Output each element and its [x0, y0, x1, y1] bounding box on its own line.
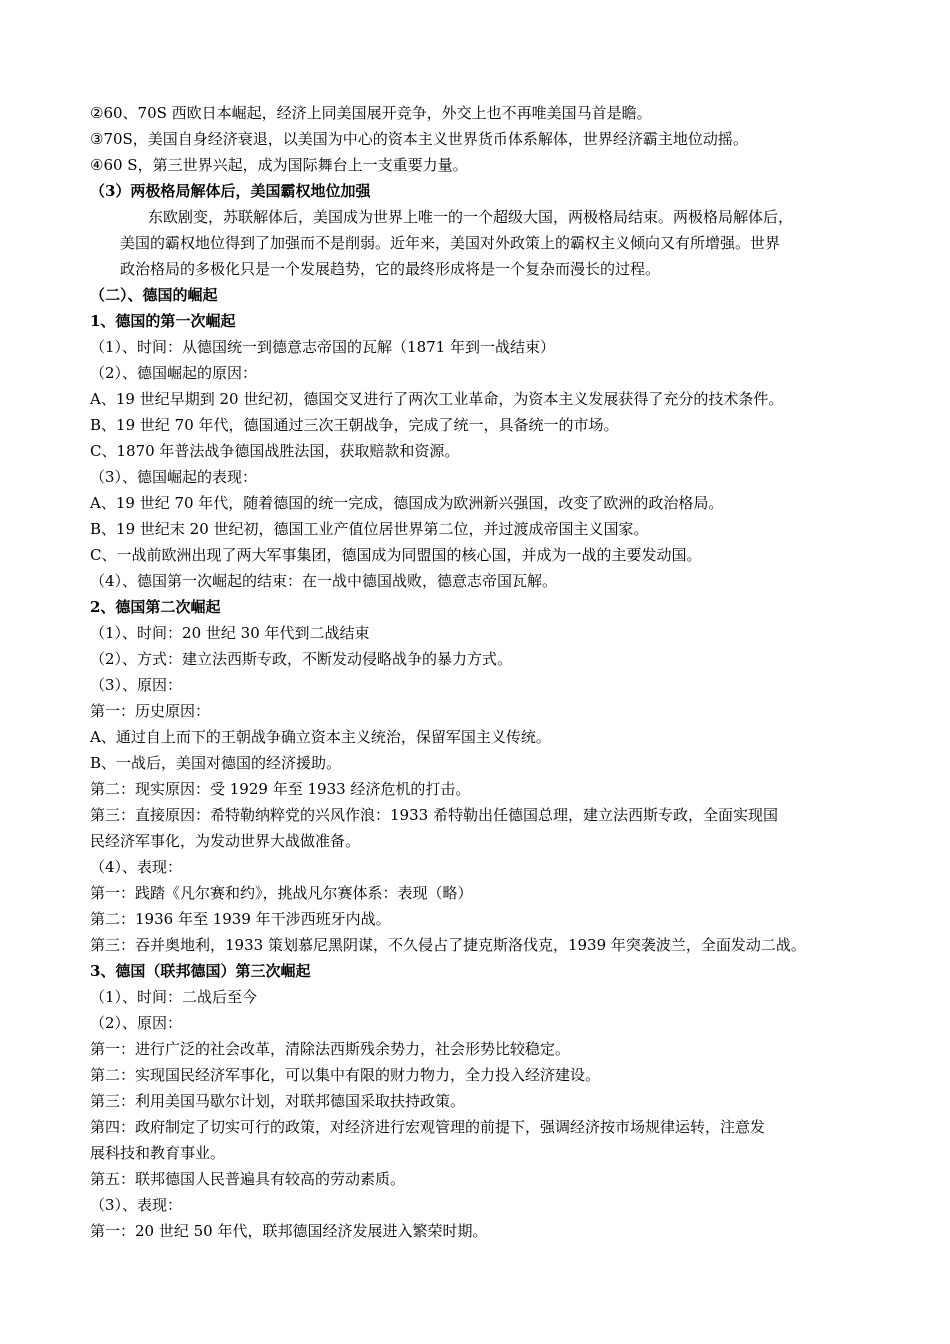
section-heading: 1、德国的第一次崛起: [90, 312, 236, 330]
text-line: B、一战后，美国对德国的经济援助。: [90, 754, 342, 772]
text-line: A、19 世纪 70 年代，随着德国的统一完成，德国成为欧洲新兴强国，改变了欧洲的政治格局。: [90, 494, 724, 512]
text-line: B、19 世纪末 20 世纪初，德国工业产值位居世界第二位，并过渡成帝国主义国家。: [90, 520, 649, 538]
text-line: ③70S，美国自身经济衰退，以美国为中心的资本主义世界货币体系解体，世界经济霸主地位动摇。: [90, 130, 748, 148]
text-line: （1）、时间：二战后至今: [90, 988, 258, 1006]
text-line: （2）、德国崛起的原因：: [90, 364, 258, 382]
text-line: 第一：历史原因：: [90, 702, 211, 720]
text-line: 展科技和教育事业。: [90, 1144, 226, 1162]
text-line: 第一：践踏《凡尔赛和约》，挑战凡尔赛体系：表现（略）: [90, 884, 473, 902]
section-heading: （3）两极格局解体后，美国霸权地位加强: [90, 182, 371, 200]
text-line: 民经济军事化，为发动世界大战做准备。: [90, 832, 361, 850]
text-line: （4）、表现：: [90, 858, 183, 876]
text-line: 第一：20 世纪 50 年代，联邦德国经济发展进入繁荣时期。: [90, 1222, 488, 1240]
text-line: ②60、70S 西欧日本崛起，经济上同美国展开竞争，外交上也不再唯美国马首是瞻。: [90, 104, 652, 122]
text-line: A、19 世纪早期到 20 世纪初，德国交叉进行了两次工业革命，为资本主义发展获得了充分的技术条件。: [90, 390, 784, 408]
text-line: （1）、时间：20 世纪 30 年代到二战结束: [90, 624, 370, 642]
text-line: 第三：吞并奥地利，1933 策划慕尼黑阴谋，不久侵占了捷克斯洛伐克，1939 年突袭波兰，全面发动二战。: [90, 936, 806, 954]
text-line: 第三：直接原因：希特勒纳粹党的兴风作浪：1933 希特勒出任德国总理，建立法西斯专政，全面实现国: [90, 806, 778, 824]
text-line: （2）、原因：: [90, 1014, 183, 1032]
text-line: 第四：政府制定了切实可行的政策，对经济进行宏观管理的前提下，强调经济按市场规律运转，注意发: [90, 1118, 766, 1136]
text-line: （3）、原因：: [90, 676, 183, 694]
text-line: （3）、德国崛起的表现：: [90, 468, 258, 486]
text-line: A、通过自上而下的王朝战争确立资本主义统治，保留军国主义传统。: [90, 728, 551, 746]
text-line: C、1870 年普法战争德国战胜法国，获取赔款和资源。: [90, 442, 460, 460]
section-heading: 3、德国（联邦德国）第三次崛起: [90, 962, 311, 980]
text-line: 第三：利用美国马歇尔计划，对联邦德国采取扶持政策。: [90, 1092, 466, 1110]
text-line: 第二：实现国民经济军事化，可以集中有限的财力物力，全力投入经济建设。: [90, 1066, 601, 1084]
section-heading: （二）、德国的崛起: [90, 286, 218, 304]
text-line: 政治格局的多极化只是一个发展趋势，它的最终形成将是一个复杂而漫长的过程。: [120, 260, 661, 278]
text-line: 第二：现实原因：受 1929 年至 1933 经济危机的打击。: [90, 780, 471, 798]
text-line: C、一战前欧洲出现了两大军事集团，德国成为同盟国的核心国，并成为一战的主要发动国。: [90, 546, 702, 564]
text-line: （3）、表现：: [90, 1196, 183, 1214]
text-line: 东欧剧变，苏联解体后，美国成为世界上唯一的一个超级大国，两极格局结束。两极格局解体后，: [148, 208, 794, 226]
text-line: （1）、时间：从德国统一到德意志帝国的瓦解（1871 年到一战结束）: [90, 338, 555, 356]
section-heading: 2、德国第二次崛起: [90, 598, 221, 616]
text-line: （4）、德国第一次崛起的结束：在一战中德国战败，德意志帝国瓦解。: [90, 572, 558, 590]
text-line: B、19 世纪 70 年代，德国通过三次王朝战争，完成了统一，具备统一的市场。: [90, 416, 619, 434]
text-line: 第二：1936 年至 1939 年干涉西班牙内战。: [90, 910, 391, 928]
text-line: 第一：进行广泛的社会改革，清除法西斯残余势力，社会形势比较稳定。: [90, 1040, 571, 1058]
text-line: （2）、方式：建立法西斯专政，不断发动侵略战争的暴力方式。: [90, 650, 513, 668]
text-line: 第五：联邦德国人民普遍具有较高的劳动素质。: [90, 1170, 406, 1188]
text-line: ④60 S，第三世界兴起，成为国际舞台上一支重要力量。: [90, 156, 468, 174]
text-line: 美国的霸权地位得到了加强而不是削弱。近年来，美国对外政策上的霸权主义倾向又有所增强。世界: [120, 234, 781, 252]
